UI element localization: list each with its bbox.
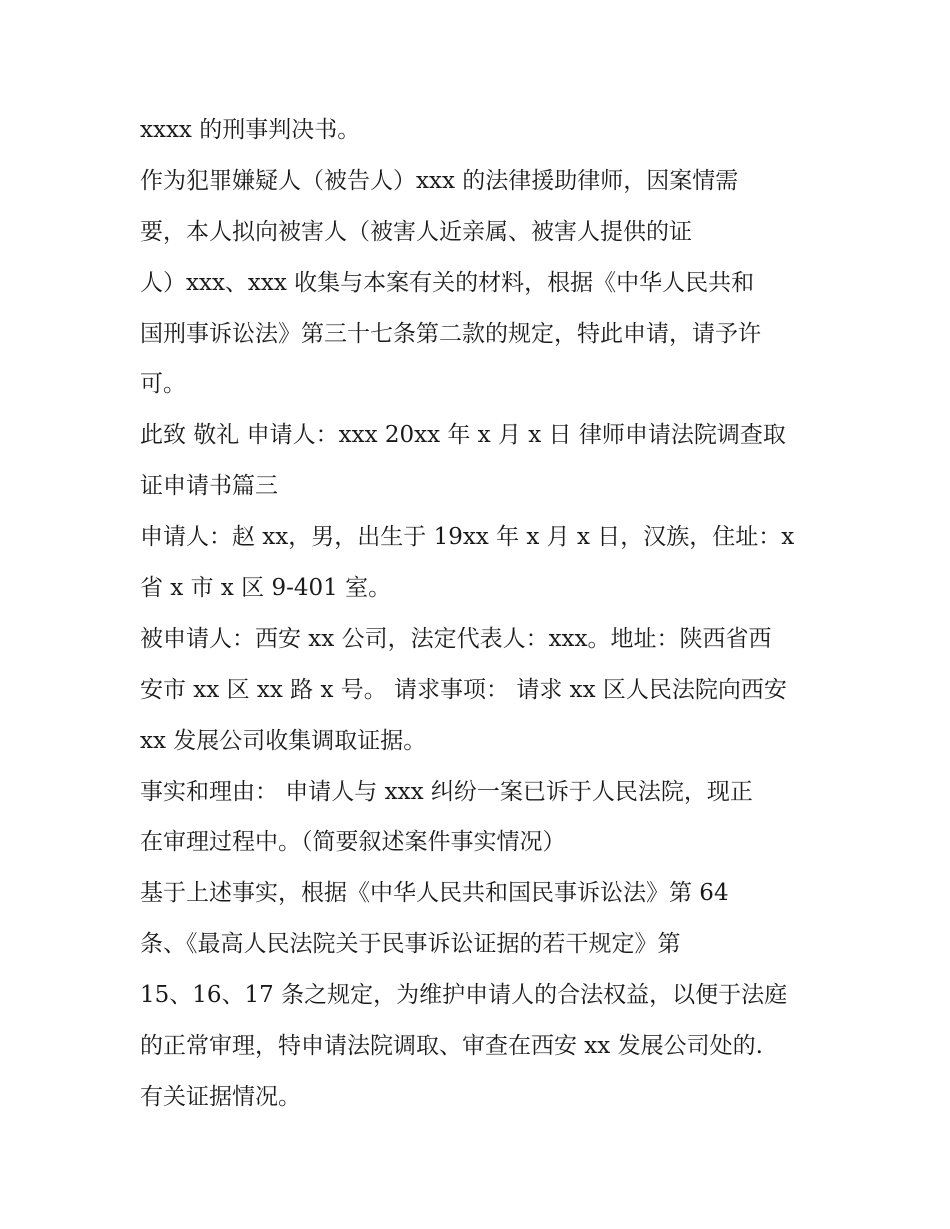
- text-line: 15、16、17 条之规定，为维护申请人的合法权益，以便于法庭: [140, 982, 788, 1009]
- text-line: 在审理过程中。（简要叙述案件事实情况）: [140, 829, 566, 856]
- text-line: 事实和理由： 申请人与 xxx 纠纷一案已诉于人民法院，现正: [140, 778, 753, 805]
- text-line: 基于上述事实，根据《中华人民共和国民事诉讼法》第 64: [140, 880, 729, 907]
- text-line: xx 发展公司收集调取证据。: [140, 727, 427, 754]
- text-line: 此致 敬礼 申请人：xxx 20xx 年 x 月 x 日 律师申请法院调查取: [140, 422, 786, 449]
- text-line: 条、《最高人民法院关于民事诉讼证据的若干规定》第: [140, 931, 681, 958]
- text-line: 人）xxx、xxx 收集与本案有关的材料，根据《中华人民共和: [140, 269, 755, 296]
- text-line: 的正常审理，特申请法院调取、审查在西安 xx 发展公司处的.: [140, 1033, 763, 1060]
- text-line: 有关证据情况。: [140, 1083, 301, 1110]
- text-line: 申请人：赵 xx，男，出生于 19xx 年 x 月 x 日，汉族，住址：x: [140, 524, 795, 551]
- text-line: 要，本人拟向被害人（被害人近亲属、被害人提供的证: [140, 218, 692, 245]
- text-line: 可。: [140, 371, 186, 398]
- text-line: 安市 xx 区 xx 路 x 号。 请求事项： 请求 xx 区人民法院向西安: [140, 676, 787, 703]
- text-line: 省 x 市 x 区 9-401 室。: [140, 575, 392, 602]
- text-line: 国刑事诉讼法》第三十七条第二款的规定，特此申请，请予许: [140, 320, 761, 347]
- text-line: 被申请人：西安 xx 公司，法定代表人：xxx。地址：陕西省西: [140, 625, 772, 652]
- text-line: 作为犯罪嫌疑人（被告人）xxx 的法律援助律师，因案情需: [140, 167, 739, 194]
- text-line: 证申请书篇三: [140, 473, 278, 500]
- text-line: xxxx 的刑事判决书。: [140, 117, 361, 143]
- document-body: [140, 105, 840, 1123]
